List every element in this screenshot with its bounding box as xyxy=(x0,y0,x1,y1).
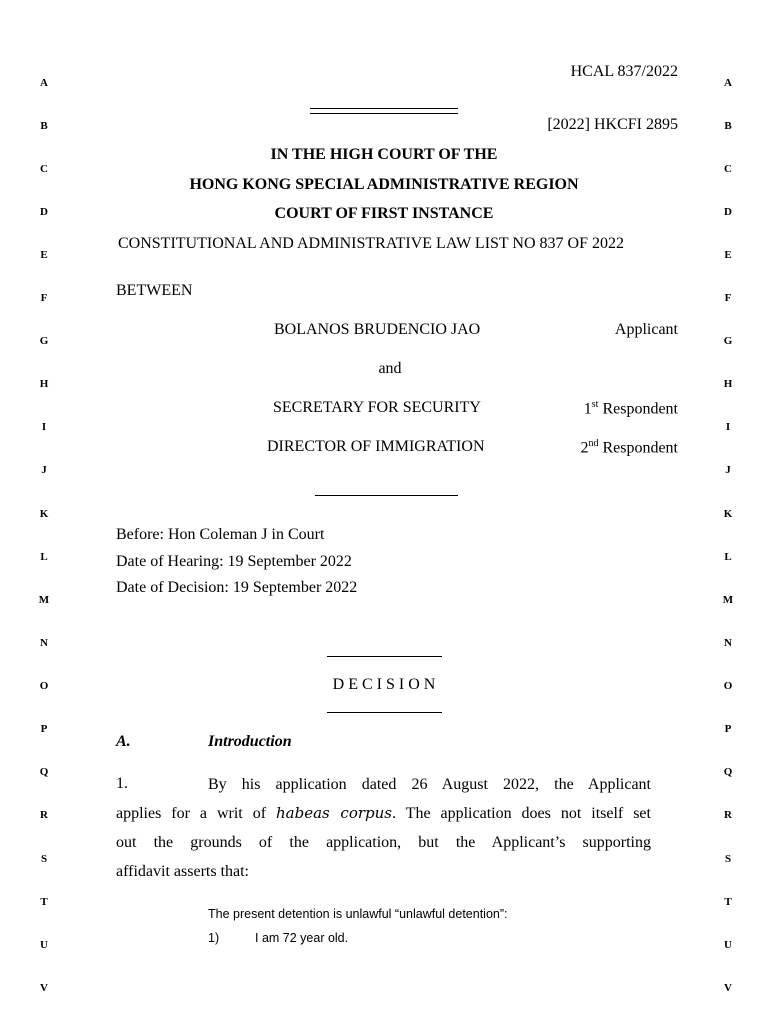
quote-line: The present detention is unlawful “unlawful detention”: xyxy=(208,907,508,921)
margin-letter: V xyxy=(724,982,732,994)
paragraph-line: out the grounds of the application, but the Applicant’s supporting xyxy=(116,834,651,851)
respondent1-role: 1st Respondent xyxy=(583,399,678,418)
court-list: CONSTITUTIONAL AND ADMINISTRATIVE LAW LIST NO 837 OF 2022 xyxy=(118,235,624,252)
margin-letter: Q xyxy=(723,766,733,778)
margin-letter: C xyxy=(40,163,48,175)
margin-letter: M xyxy=(722,594,734,606)
quote-item-text: I am 72 year old. xyxy=(255,931,349,945)
margin-letter: C xyxy=(724,163,732,175)
title-rule-bottom xyxy=(327,712,442,713)
section-heading: Introduction xyxy=(208,733,292,750)
citation: [2022] HKCFI 2895 xyxy=(547,116,678,133)
margin-letter: G xyxy=(39,335,49,347)
margin-letter: E xyxy=(724,249,732,261)
margin-letter: A xyxy=(724,77,732,89)
margin-letter: P xyxy=(40,723,48,735)
margin-letter: F xyxy=(724,292,732,304)
court-heading-3: COURT OF FIRST INSTANCE xyxy=(274,205,494,222)
margin-letter: A xyxy=(40,77,48,89)
margin-letter: M xyxy=(38,594,50,606)
respondent2-role: 2nd Respondent xyxy=(580,438,678,457)
margin-letter: U xyxy=(40,939,48,951)
margin-letter: D xyxy=(724,206,732,218)
margin-letter: R xyxy=(724,809,732,821)
margin-letter: I xyxy=(725,421,731,433)
margin-letter: H xyxy=(39,378,49,390)
margin-letter: T xyxy=(40,896,48,908)
margin-letter: B xyxy=(724,120,732,132)
applicant-role: Applicant xyxy=(614,321,678,338)
case-number: HCAL 837/2022 xyxy=(570,63,678,80)
hearing-date: Date of Hearing: 19 September 2022 xyxy=(116,553,352,570)
margin-letter: V xyxy=(40,982,48,994)
margin-letter: F xyxy=(40,292,48,304)
parties-rule xyxy=(315,495,458,496)
applicant-name: BOLANOS BRUDENCIO JAO xyxy=(274,321,481,338)
margin-letter: J xyxy=(725,464,731,476)
paragraph-line: applies for a writ of habeas corpus. The application does not itself set xyxy=(116,804,651,822)
margin-letter: K xyxy=(39,508,49,520)
margin-letter: O xyxy=(39,680,49,692)
before-line: Before: Hon Coleman J in Court xyxy=(116,526,325,543)
margin-letter: O xyxy=(723,680,733,692)
margin-letter: N xyxy=(724,637,732,649)
margin-letter: J xyxy=(41,464,47,476)
margin-letter: U xyxy=(724,939,732,951)
margin-letter: S xyxy=(724,853,732,865)
margin-letter: H xyxy=(723,378,733,390)
document-title: D E C I S I O N xyxy=(332,676,436,693)
margin-letter: R xyxy=(40,809,48,821)
margin-letter: G xyxy=(723,335,733,347)
quote-item-number: 1) xyxy=(208,931,220,945)
margin-letter: L xyxy=(40,551,48,563)
double-rule-bottom xyxy=(310,113,458,114)
margin-letter: L xyxy=(724,551,732,563)
paragraph-line: By his application dated 26 August 2022, the Applicant xyxy=(208,776,651,793)
and-label: and xyxy=(378,360,402,377)
margin-letter: S xyxy=(40,853,48,865)
margin-letter: Q xyxy=(39,766,49,778)
paragraph-number: 1. xyxy=(116,775,128,792)
respondent1-name: SECRETARY FOR SECURITY xyxy=(273,399,481,416)
margin-letter: K xyxy=(723,508,733,520)
margin-letter: T xyxy=(724,896,732,908)
court-heading-2: HONG KONG SPECIAL ADMINISTRATIVE REGION xyxy=(189,176,579,193)
double-rule-top xyxy=(310,108,458,109)
paragraph-line: affidavit asserts that: xyxy=(116,863,249,880)
between-label: BETWEEN xyxy=(116,282,193,299)
margin-letter: N xyxy=(40,637,48,649)
margin-letter: E xyxy=(40,249,48,261)
margin-letter: B xyxy=(40,120,48,132)
respondent2-name: DIRECTOR OF IMMIGRATION xyxy=(267,438,485,455)
title-rule-top xyxy=(327,656,442,657)
court-heading-1: IN THE HIGH COURT OF THE xyxy=(270,146,498,163)
margin-letter: P xyxy=(724,723,732,735)
decision-date: Date of Decision: 19 September 2022 xyxy=(116,579,358,596)
section-letter: A. xyxy=(116,733,131,750)
margin-letter: I xyxy=(41,421,47,433)
margin-letter: D xyxy=(40,206,48,218)
